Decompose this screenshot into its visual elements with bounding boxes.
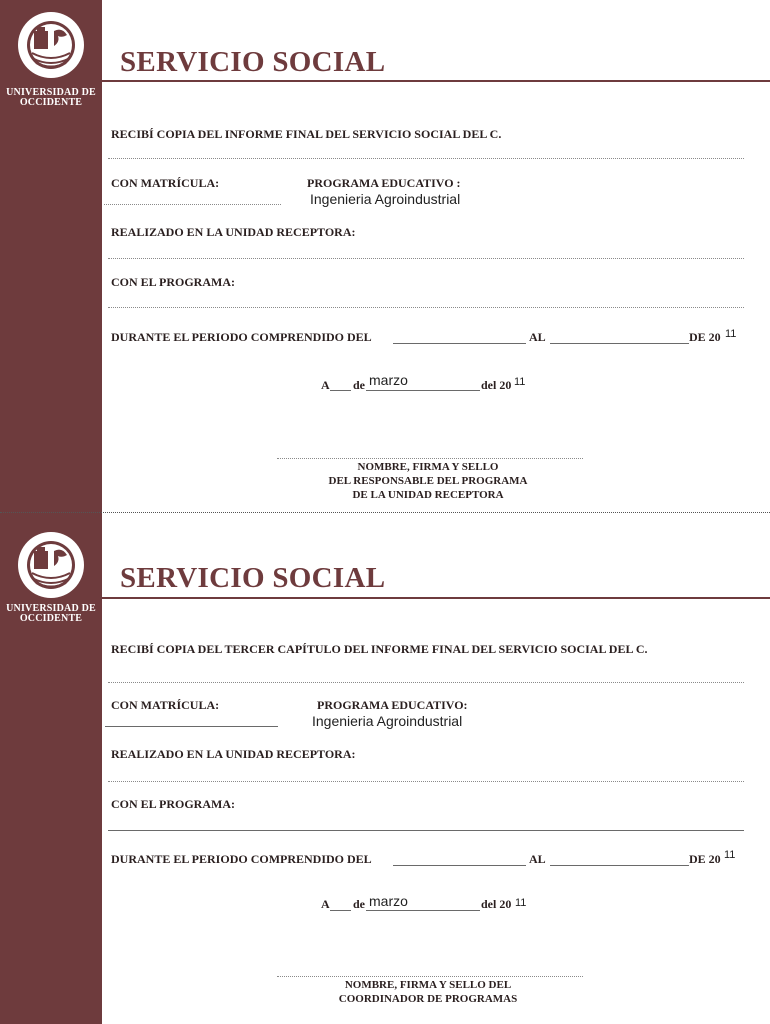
period-year-field[interactable]: 11 — [724, 849, 736, 861]
al-label: AL — [529, 330, 546, 344]
university-seal-icon — [17, 11, 85, 79]
signature-caption-line2: DEL RESPONSABLE DEL PROGRAMA — [328, 475, 528, 487]
university-seal-icon — [17, 531, 85, 599]
con-programa-label: CON EL PROGRAMA: — [111, 275, 235, 289]
title-rule — [102, 80, 770, 82]
received-label: RECIBÍ COPIA DEL INFORME FINAL DEL SERVICIO SOCIAL DEL C. — [111, 127, 502, 141]
del20-label: del 20 — [481, 897, 512, 911]
period-end-field[interactable] — [550, 343, 689, 344]
period-label: DURANTE EL PERIODO COMPRENDIDO DEL — [111, 852, 372, 866]
a-label: A — [321, 897, 330, 911]
title-rule — [102, 597, 770, 599]
signature-caption-line1: NOMBRE, FIRMA Y SELLO — [357, 461, 499, 473]
program-field[interactable]: Ingenieria Agroindustrial — [312, 713, 463, 729]
del20-label: del 20 — [481, 378, 512, 392]
month-underline — [366, 910, 480, 911]
day-field[interactable] — [330, 390, 351, 391]
program-label: PROGRAMA EDUCATIVO: — [317, 698, 468, 712]
unit-label: REALIZADO EN LA UNIDAD RECEPTORA: — [111, 225, 356, 239]
period-start-field[interactable] — [393, 343, 526, 344]
unit-field[interactable] — [108, 781, 744, 782]
day-field[interactable] — [330, 910, 351, 911]
de-label: de — [353, 378, 365, 392]
university-name-line2: OCCIDENTE — [19, 613, 83, 624]
signature-caption-line1: NOMBRE, FIRMA Y SELLO DEL — [344, 979, 512, 991]
de20-label: DE 20 — [689, 330, 721, 344]
university-name — [0, 604, 102, 624]
de20-label: DE 20 — [689, 852, 721, 866]
matricula-field[interactable] — [105, 726, 278, 727]
month-underline — [366, 390, 480, 391]
con-programa-field[interactable] — [108, 307, 744, 308]
university-name — [0, 88, 102, 108]
matricula-label: CON MATRÍCULA: — [111, 176, 220, 190]
con-programa-label: CON EL PROGRAMA: — [111, 797, 235, 811]
period-start-field[interactable] — [393, 865, 526, 866]
program-label: PROGRAMA EDUCATIVO : — [307, 176, 461, 190]
signature-caption — [268, 978, 588, 1006]
month-field[interactable]: marzo — [369, 372, 408, 388]
month-field[interactable]: marzo — [369, 893, 408, 909]
signature-caption-line3: DE LA UNIDAD RECEPTORA — [352, 489, 504, 501]
signature-line[interactable] — [277, 458, 583, 459]
date-year-field[interactable]: 11 — [515, 897, 527, 909]
page-title: SERVICIO SOCIAL — [120, 46, 386, 78]
period-year-field[interactable]: 11 — [725, 328, 737, 340]
university-name-line1: UNIVERSIDAD DE — [6, 87, 96, 98]
unit-field[interactable] — [108, 258, 744, 259]
page-title: SERVICIO SOCIAL — [120, 562, 386, 594]
period-end-field[interactable] — [550, 865, 689, 866]
a-label: A — [321, 378, 330, 392]
university-name-line1: UNIVERSIDAD DE — [6, 603, 96, 614]
unit-label: REALIZADO EN LA UNIDAD RECEPTORA: — [111, 747, 356, 761]
de-label: de — [353, 897, 365, 911]
university-name-line2: OCCIDENTE — [19, 97, 83, 108]
al-label: AL — [529, 852, 546, 866]
matricula-field[interactable] — [104, 204, 281, 205]
program-field[interactable]: Ingenieria Agroindustrial — [310, 191, 461, 207]
signature-caption — [268, 460, 588, 502]
name-field[interactable] — [108, 158, 744, 159]
con-programa-field[interactable] — [108, 830, 744, 831]
signature-caption-line2: COORDINADOR DE PROGRAMAS — [338, 993, 518, 1005]
date-year-field[interactable]: 11 — [514, 376, 526, 388]
received-label: RECIBÍ COPIA DEL TERCER CAPÍTULO DEL INFORME FINAL DEL SERVICIO SOCIAL DEL C. — [111, 642, 648, 656]
matricula-label: CON MATRÍCULA: — [111, 698, 220, 712]
signature-line[interactable] — [277, 976, 583, 977]
cut-line-separator — [0, 512, 770, 513]
period-label: DURANTE EL PERIODO COMPRENDIDO DEL — [111, 330, 372, 344]
name-field[interactable] — [108, 682, 744, 683]
